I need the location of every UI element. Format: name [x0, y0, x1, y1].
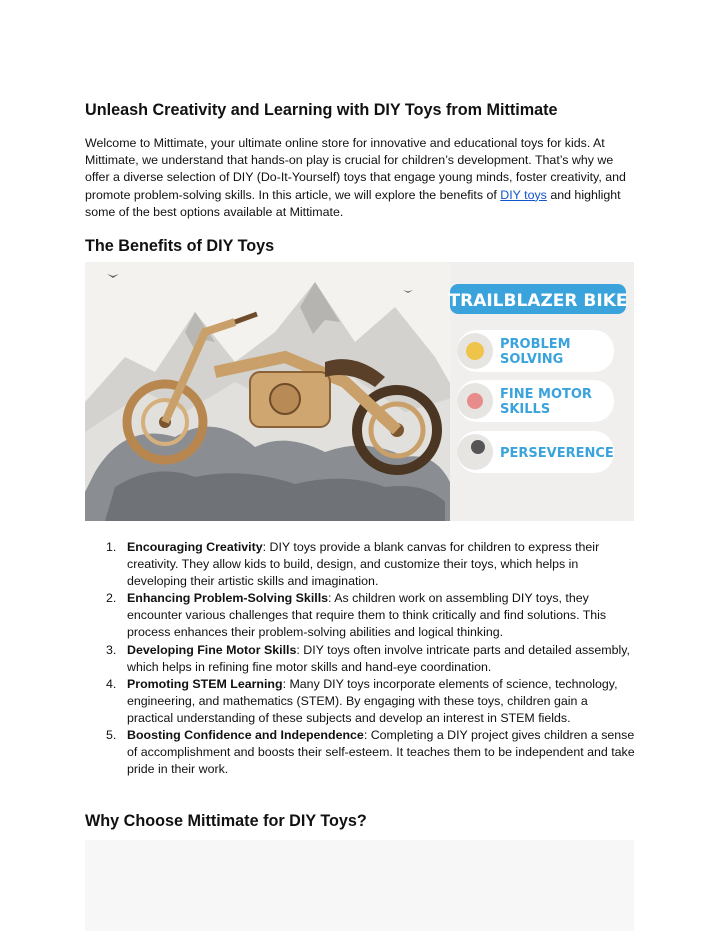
skill-fine-motor-line1: FINE MOTOR	[500, 387, 592, 402]
benefits-list	[85, 539, 635, 778]
list-term: Enhancing Problem-Solving Skills	[127, 591, 329, 606]
skill-problem-solving-line1: PROBLEM	[500, 337, 571, 352]
list-term: Developing Fine Motor Skills	[127, 642, 297, 657]
page-title: Unleash Creativity and Learning with DIY Toys from Mittimate	[85, 101, 558, 119]
list-number: 1.	[106, 540, 117, 554]
intro-text-start: Welcome to Mittimate, your ultimate online store for innovative and educational toys for kids. At Mittimate, we understand that hands-on play is crucial for children’s development. That’s why we offer a diverse selection of DIY (Do-It-Yourself) toys that engage young minds, foster creativity, and promote problem-solving skills. In this article, we will explore the benefits of	[85, 136, 626, 202]
list-item	[85, 676, 635, 727]
list-text: : Many DIY toys incorporate elements of science, technology, engineering, and mathematics (STEM). By engaging with these toys, children gain a practical understanding of these subjects and develop an interest in STEM fields.	[127, 676, 618, 725]
diy-toys-link[interactable]: DIY toys	[500, 187, 547, 202]
list-number: 5.	[106, 728, 117, 743]
why-choose-heading: Why Choose Mittimate for DIY Toys?	[85, 812, 367, 830]
skill-perseverence: PERSEVERENCE	[500, 446, 614, 461]
list-term: Encouraging Creativity	[127, 540, 263, 554]
list-item	[85, 590, 635, 641]
list-item	[85, 727, 635, 778]
list-text: : DIY toys provide a blank canvas for children to express their creativity. They allow kids to build, design, and customize their toys, which helps in developing their artistic skills and imagination.	[127, 540, 600, 589]
list-number: 4.	[106, 676, 117, 691]
skill-fine-motor-line2: SKILLS	[500, 402, 551, 417]
list-text: : As children work on assembling DIY toys, they encounter various challenges that require them to think critically and find solutions. This process enhances their problem-solving abilities and logical thinking.	[127, 591, 607, 640]
intro-paragraph	[85, 135, 633, 221]
skill-problem-solving-line2: SOLVING	[500, 352, 564, 367]
list-term: Boosting Confidence and Independence	[127, 728, 364, 743]
list-item	[85, 642, 635, 676]
list-number: 2.	[106, 591, 117, 606]
list-term: Promoting STEM Learning	[127, 676, 283, 691]
product-title-banner: TRAILBLAZER BIKE	[448, 291, 628, 311]
benefits-heading: The Benefits of DIY Toys	[85, 237, 275, 255]
list-item	[85, 539, 635, 590]
list-text: : Completing a DIY project gives children a sense of accomplishment and boosts their self-esteem. It teaches them to be independent and take pride in their work.	[127, 728, 635, 777]
list-number: 3.	[106, 642, 117, 657]
trailblazer-bike-image	[85, 262, 634, 521]
image-placeholder	[85, 840, 634, 931]
intro-text-end: and highlight some of the best options available at Mittimate.	[85, 187, 621, 219]
list-text: : DIY toys often involve intricate parts and detailed assembly, which helps in refining fine motor skills and hand-eye coordination.	[127, 642, 630, 674]
